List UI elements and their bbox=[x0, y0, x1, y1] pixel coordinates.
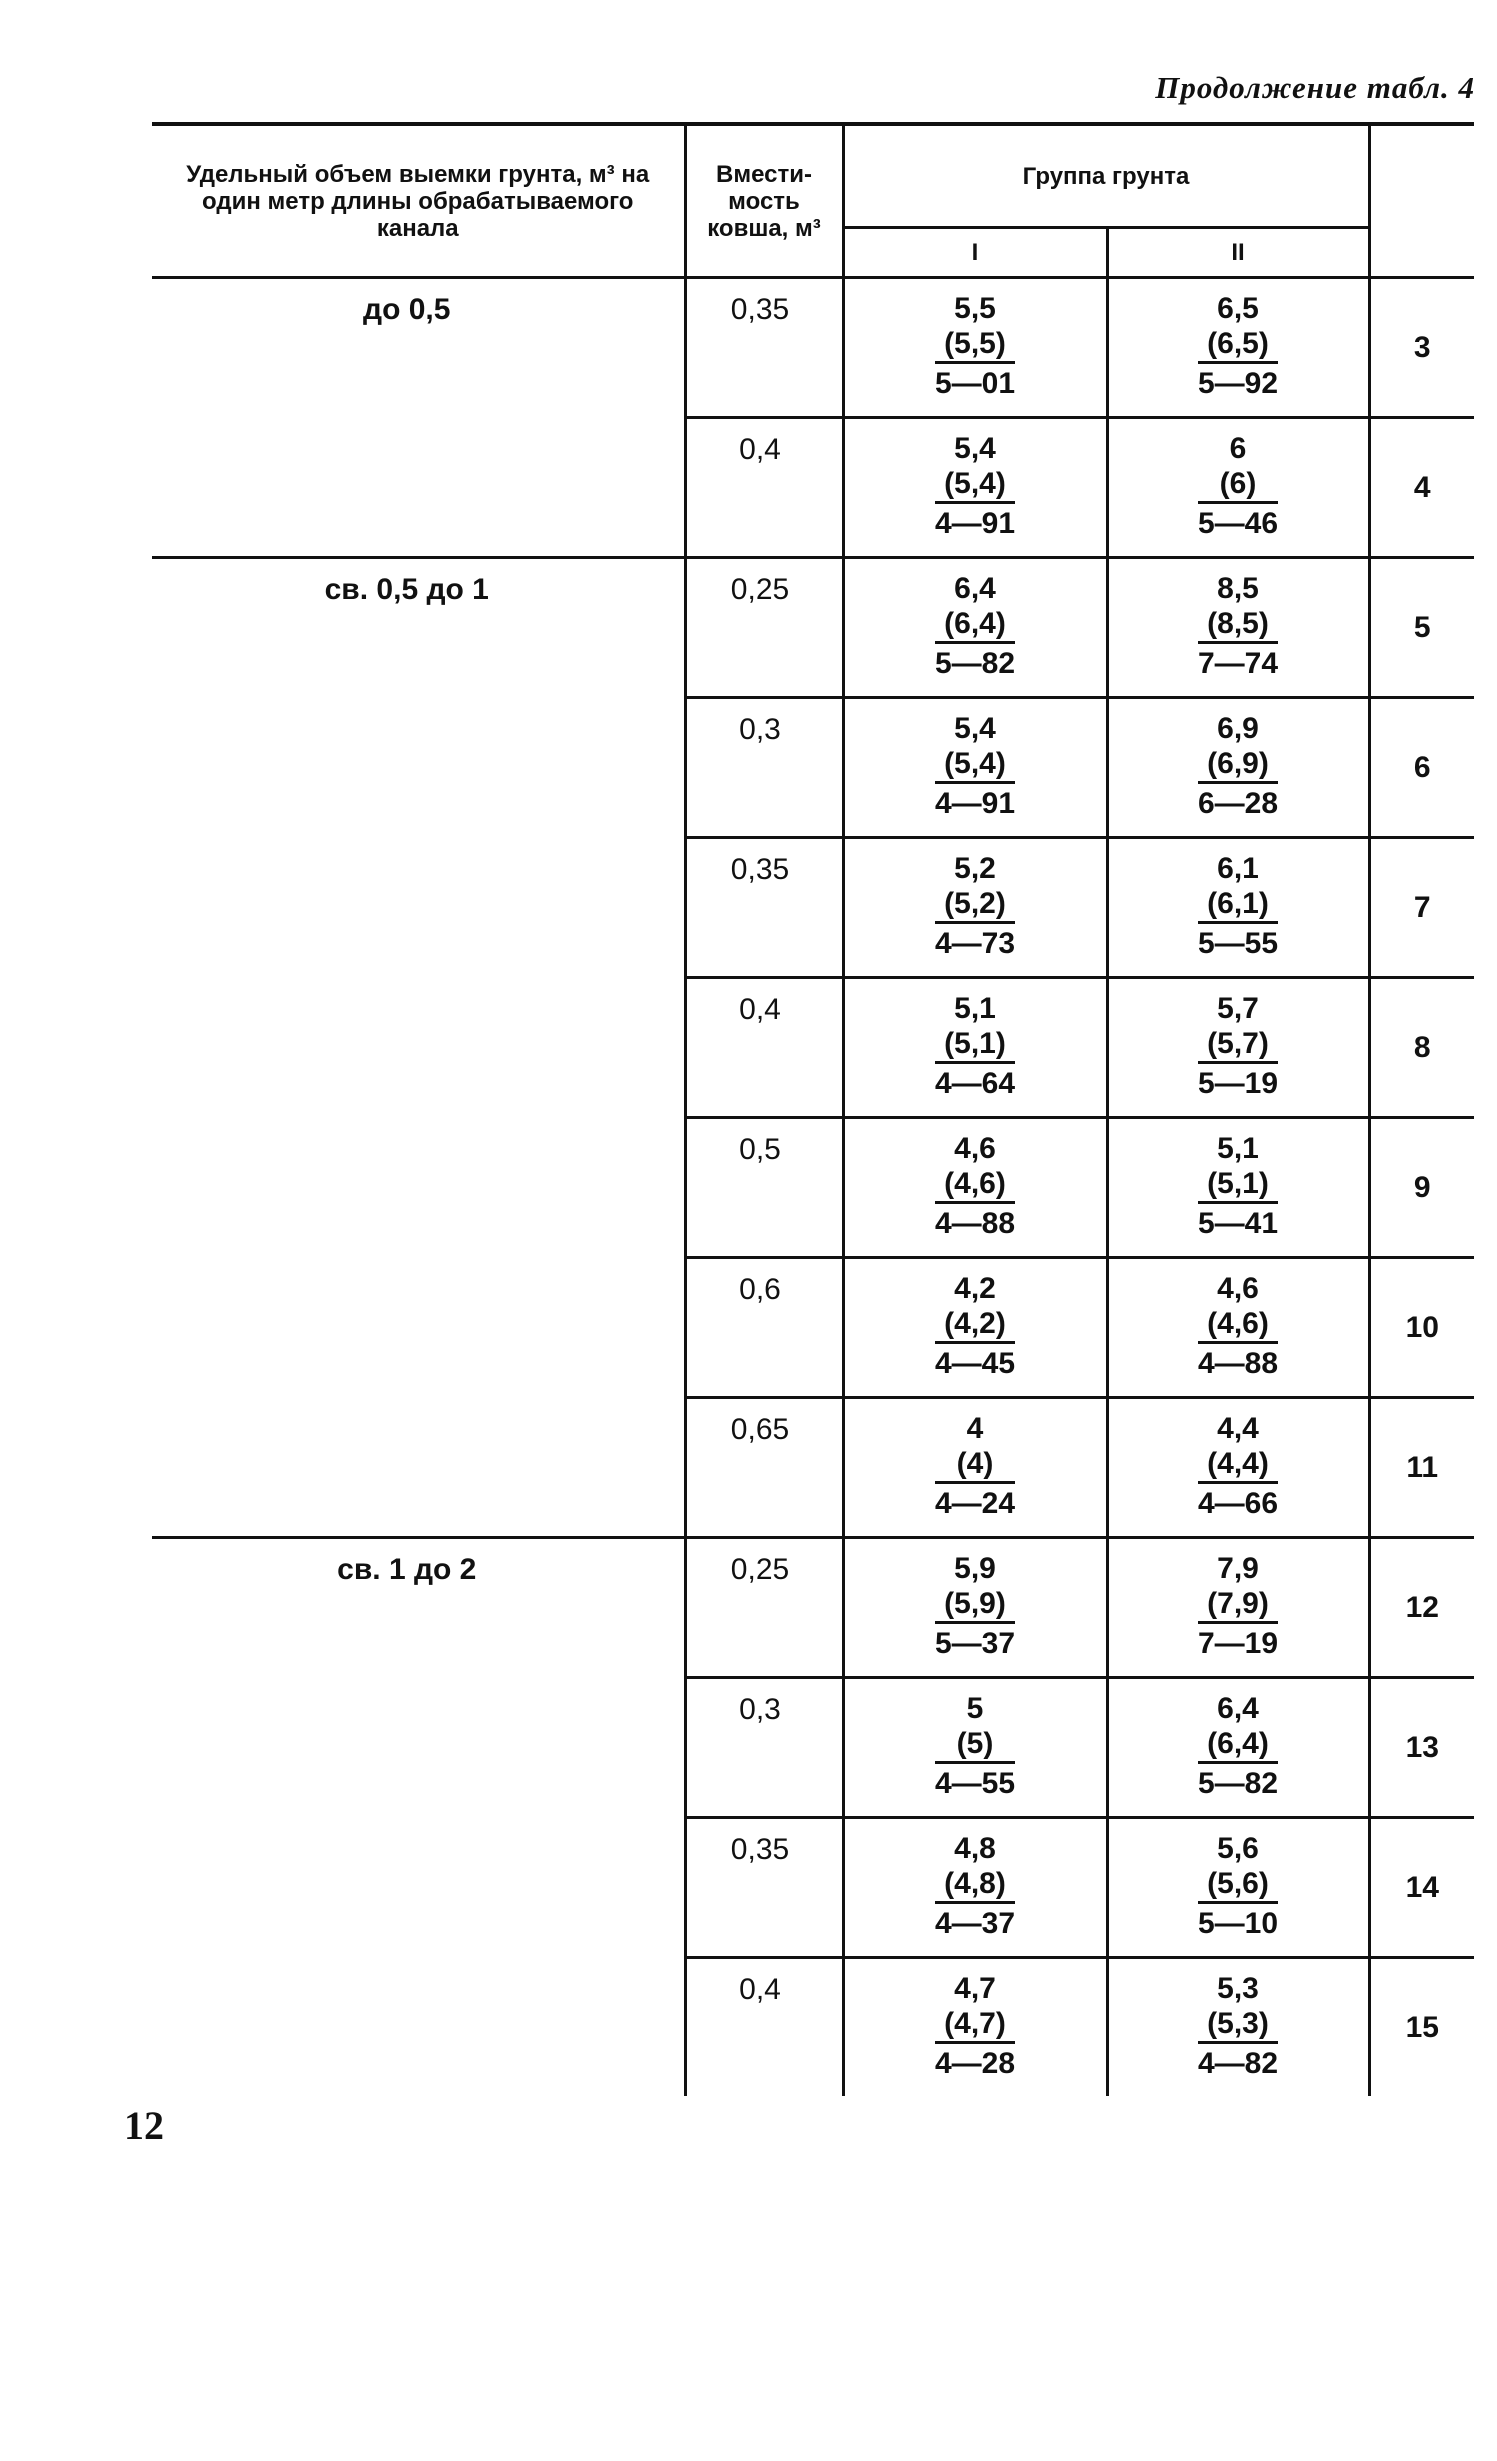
norm-price: 7—19 bbox=[1197, 1627, 1279, 1660]
norm-time: 5 bbox=[966, 1692, 984, 1725]
group-ii-cell bbox=[1107, 1258, 1369, 1398]
norm-price: 5—01 bbox=[934, 367, 1016, 400]
norm-fraction bbox=[1198, 711, 1278, 822]
norm-time: 6,4 bbox=[954, 572, 996, 605]
norm-time-paren: (4,4) bbox=[1198, 1446, 1278, 1484]
norm-fraction bbox=[1198, 1831, 1278, 1942]
row-number-cell bbox=[1369, 1678, 1474, 1818]
group-ii-cell bbox=[1107, 418, 1369, 558]
capacity-value: 0,25 bbox=[730, 1553, 790, 1586]
norm-price: 7—74 bbox=[1197, 647, 1279, 680]
norm-time: 5,7 bbox=[1217, 992, 1259, 1025]
group-ii-cell bbox=[1107, 838, 1369, 978]
norm-time: 5,2 bbox=[954, 852, 996, 885]
norm-price: 5—82 bbox=[934, 647, 1016, 680]
capacity-cell bbox=[685, 278, 843, 418]
group-i-cell bbox=[843, 1538, 1107, 1678]
row-number: 7 bbox=[1413, 891, 1431, 924]
group-ii-cell bbox=[1107, 558, 1369, 698]
table-row bbox=[152, 278, 1474, 418]
norm-time-paren: (5,6) bbox=[1198, 1866, 1278, 1904]
row-number-cell bbox=[1369, 1258, 1474, 1398]
capacity-value: 0,35 bbox=[730, 853, 790, 886]
norm-fraction bbox=[935, 1271, 1015, 1382]
norm-time-paren: (4,6) bbox=[935, 1166, 1015, 1204]
norm-fraction bbox=[1198, 1971, 1278, 2082]
capacity-value: 0,3 bbox=[739, 713, 781, 746]
norm-price: 4—37 bbox=[934, 1907, 1016, 1940]
row-number-cell bbox=[1369, 838, 1474, 978]
norm-time-paren: (8,5) bbox=[1198, 606, 1278, 644]
norm-fraction bbox=[1198, 571, 1278, 682]
norm-fraction bbox=[935, 991, 1015, 1102]
norm-time-paren: (5,9) bbox=[935, 1586, 1015, 1624]
header-group: Группа грунта bbox=[843, 124, 1369, 228]
norm-time: 5,5 bbox=[954, 292, 996, 325]
norm-time-paren: (6,5) bbox=[1198, 326, 1278, 364]
group-ii-cell bbox=[1107, 978, 1369, 1118]
norm-time: 4,8 bbox=[954, 1832, 996, 1865]
capacity-value: 0,5 bbox=[739, 1133, 781, 1166]
capacity-value: 0,25 bbox=[730, 573, 790, 606]
capacity-cell bbox=[685, 1258, 843, 1398]
row-number: 10 bbox=[1405, 1311, 1439, 1344]
capacity-cell bbox=[685, 1818, 843, 1958]
norm-time-paren: (6,9) bbox=[1198, 746, 1278, 784]
capacity-value: 0,6 bbox=[739, 1273, 781, 1306]
norm-time: 4,4 bbox=[1217, 1412, 1259, 1445]
norm-fraction bbox=[935, 291, 1015, 402]
norm-time-paren: (6,4) bbox=[935, 606, 1015, 644]
row-number: 9 bbox=[1413, 1171, 1431, 1204]
capacity-value: 0,35 bbox=[730, 293, 790, 326]
table-row bbox=[152, 558, 1474, 698]
norm-time: 4,6 bbox=[1217, 1272, 1259, 1305]
capacity-cell bbox=[685, 558, 843, 698]
norm-price: 5—55 bbox=[1197, 927, 1279, 960]
header-group-i: I bbox=[843, 228, 1107, 278]
norm-time: 5,1 bbox=[954, 992, 996, 1025]
norm-time: 6,4 bbox=[1217, 1692, 1259, 1725]
norm-fraction bbox=[1198, 431, 1278, 542]
table-header bbox=[152, 124, 1474, 278]
norm-time: 4 bbox=[966, 1412, 984, 1445]
norm-time-paren: (5,1) bbox=[935, 1026, 1015, 1064]
group-ii-cell bbox=[1107, 1538, 1369, 1678]
norm-fraction bbox=[1198, 1551, 1278, 1662]
norm-price: 4—91 bbox=[934, 787, 1016, 820]
norm-fraction bbox=[1198, 1411, 1278, 1522]
capacity-cell bbox=[685, 978, 843, 1118]
row-number: 3 bbox=[1413, 331, 1431, 364]
norm-time-paren: (5,7) bbox=[1198, 1026, 1278, 1064]
group-i-cell bbox=[843, 1958, 1107, 2097]
capacity-cell bbox=[685, 418, 843, 558]
norm-time: 5,3 bbox=[1217, 1972, 1259, 2005]
norm-price: 4—82 bbox=[1197, 2047, 1279, 2080]
header-volume: Удельный объем выемки грунта, м³ на один метр длины обрабатываемого канала bbox=[152, 124, 685, 278]
norm-price: 4—24 bbox=[934, 1487, 1016, 1520]
group-i-cell bbox=[843, 1398, 1107, 1538]
norm-time: 4,2 bbox=[954, 1272, 996, 1305]
norm-time: 4,6 bbox=[954, 1132, 996, 1165]
row-number-cell bbox=[1369, 698, 1474, 838]
norm-time-paren: (6) bbox=[1198, 466, 1278, 504]
header-capacity: Вмести-мость ковша, м³ bbox=[685, 124, 843, 278]
norm-time-paren: (5,3) bbox=[1198, 2006, 1278, 2044]
norm-price: 4—66 bbox=[1197, 1487, 1279, 1520]
row-number-cell bbox=[1369, 1118, 1474, 1258]
section-label-cell bbox=[152, 1538, 685, 2097]
norm-time: 5,1 bbox=[1217, 1132, 1259, 1165]
section-label-cell bbox=[152, 558, 685, 1538]
norm-price: 4—91 bbox=[934, 507, 1016, 540]
capacity-value: 0,35 bbox=[730, 1833, 790, 1866]
norm-price: 5—82 bbox=[1197, 1767, 1279, 1800]
norm-time-paren: (5,5) bbox=[935, 326, 1015, 364]
row-number-cell bbox=[1369, 1538, 1474, 1678]
capacity-value: 0,4 bbox=[739, 993, 781, 1026]
norm-time-paren: (5,4) bbox=[935, 466, 1015, 504]
group-ii-cell bbox=[1107, 698, 1369, 838]
norm-price: 6—28 bbox=[1197, 787, 1279, 820]
group-i-cell bbox=[843, 1258, 1107, 1398]
norm-time: 7,9 bbox=[1217, 1552, 1259, 1585]
norm-time-paren: (7,9) bbox=[1198, 1586, 1278, 1624]
capacity-value: 0,4 bbox=[739, 1973, 781, 2006]
group-ii-cell bbox=[1107, 278, 1369, 418]
norm-time: 6,9 bbox=[1217, 712, 1259, 745]
norm-time-paren: (5,2) bbox=[935, 886, 1015, 924]
norm-time-paren: (4,8) bbox=[935, 1866, 1015, 1904]
row-number: 15 bbox=[1405, 2011, 1439, 2044]
group-i-cell bbox=[843, 978, 1107, 1118]
norm-price: 5—41 bbox=[1197, 1207, 1279, 1240]
section-label: св. 0,5 до 1 bbox=[324, 573, 489, 606]
capacity-value: 0,4 bbox=[739, 433, 781, 466]
norm-fraction bbox=[935, 1131, 1015, 1242]
excavation-norms-table bbox=[152, 122, 1474, 2096]
norm-time-paren: (4,6) bbox=[1198, 1306, 1278, 1344]
row-number: 8 bbox=[1413, 1031, 1431, 1064]
section-label-cell bbox=[152, 278, 685, 558]
capacity-cell bbox=[685, 698, 843, 838]
norm-fraction bbox=[935, 711, 1015, 822]
norm-time: 4,7 bbox=[954, 1972, 996, 2005]
norm-fraction bbox=[935, 851, 1015, 962]
row-number: 14 bbox=[1405, 1871, 1439, 1904]
header-group-ii: II bbox=[1107, 228, 1369, 278]
norm-time: 6,1 bbox=[1217, 852, 1259, 885]
norm-price: 5—46 bbox=[1197, 507, 1279, 540]
group-i-cell bbox=[843, 1818, 1107, 1958]
norm-fraction bbox=[935, 1831, 1015, 1942]
row-number: 6 bbox=[1413, 751, 1431, 784]
norm-fraction bbox=[935, 1691, 1015, 1802]
row-number-cell bbox=[1369, 1398, 1474, 1538]
group-i-cell bbox=[843, 558, 1107, 698]
norm-time: 6 bbox=[1229, 432, 1247, 465]
norm-price: 5—19 bbox=[1197, 1067, 1279, 1100]
row-number: 12 bbox=[1405, 1591, 1439, 1624]
capacity-cell bbox=[685, 1118, 843, 1258]
section-label: св. 1 до 2 bbox=[337, 1553, 477, 1586]
row-number-cell bbox=[1369, 1958, 1474, 2097]
row-number: 11 bbox=[1406, 1451, 1439, 1484]
section-label: до 0,5 bbox=[363, 293, 451, 326]
norm-fraction bbox=[935, 1551, 1015, 1662]
norm-time: 5,4 bbox=[954, 712, 996, 745]
norm-time-paren: (6,1) bbox=[1198, 886, 1278, 924]
row-number: 13 bbox=[1405, 1731, 1439, 1764]
group-ii-cell bbox=[1107, 1818, 1369, 1958]
group-i-cell bbox=[843, 1118, 1107, 1258]
norm-price: 5—10 bbox=[1197, 1907, 1279, 1940]
norm-price: 4—88 bbox=[934, 1207, 1016, 1240]
norm-price: 4—73 bbox=[934, 927, 1016, 960]
norm-price: 4—45 bbox=[934, 1347, 1016, 1380]
norm-fraction bbox=[1198, 291, 1278, 402]
norm-fraction bbox=[935, 1971, 1015, 2082]
norm-time-paren: (4,2) bbox=[935, 1306, 1015, 1344]
capacity-cell bbox=[685, 1958, 843, 2097]
capacity-cell bbox=[685, 1538, 843, 1678]
row-number-cell bbox=[1369, 978, 1474, 1118]
group-ii-cell bbox=[1107, 1958, 1369, 2097]
table-caption: Продолжение табл. 4 bbox=[1155, 70, 1475, 105]
norm-time-paren: (5,1) bbox=[1198, 1166, 1278, 1204]
row-number-cell bbox=[1369, 418, 1474, 558]
capacity-cell bbox=[685, 1678, 843, 1818]
norm-price: 4—64 bbox=[934, 1067, 1016, 1100]
group-i-cell bbox=[843, 838, 1107, 978]
header-row-number bbox=[1369, 124, 1474, 278]
group-i-cell bbox=[843, 278, 1107, 418]
capacity-cell bbox=[685, 838, 843, 978]
group-i-cell bbox=[843, 1678, 1107, 1818]
row-number: 5 bbox=[1413, 611, 1431, 644]
capacity-value: 0,65 bbox=[730, 1413, 790, 1446]
row-number: 4 bbox=[1413, 471, 1431, 504]
norm-price: 5—37 bbox=[934, 1627, 1016, 1660]
norm-time-paren: (5) bbox=[935, 1726, 1015, 1764]
norm-fraction bbox=[1198, 1271, 1278, 1382]
norm-time-paren: (4) bbox=[935, 1446, 1015, 1484]
norm-time: 5,4 bbox=[954, 432, 996, 465]
norm-fraction bbox=[1198, 1131, 1278, 1242]
norm-price: 4—55 bbox=[934, 1767, 1016, 1800]
norm-fraction bbox=[935, 431, 1015, 542]
norm-time-paren: (4,7) bbox=[935, 2006, 1015, 2044]
norm-time: 5,6 bbox=[1217, 1832, 1259, 1865]
norm-fraction bbox=[1198, 991, 1278, 1102]
norm-time: 8,5 bbox=[1217, 572, 1259, 605]
norm-fraction bbox=[1198, 1691, 1278, 1802]
row-number-cell bbox=[1369, 278, 1474, 418]
row-number-cell bbox=[1369, 558, 1474, 698]
group-ii-cell bbox=[1107, 1398, 1369, 1538]
group-i-cell bbox=[843, 418, 1107, 558]
group-i-cell bbox=[843, 698, 1107, 838]
group-ii-cell bbox=[1107, 1678, 1369, 1818]
norm-time: 5,9 bbox=[954, 1552, 996, 1585]
table-row bbox=[152, 1538, 1474, 1678]
capacity-value: 0,3 bbox=[739, 1693, 781, 1726]
page-number: 12 bbox=[124, 2103, 164, 2148]
capacity-cell bbox=[685, 1398, 843, 1538]
norm-fraction bbox=[935, 571, 1015, 682]
table-body bbox=[152, 278, 1474, 2097]
group-ii-cell bbox=[1107, 1118, 1369, 1258]
norm-time-paren: (6,4) bbox=[1198, 1726, 1278, 1764]
norm-fraction bbox=[1198, 851, 1278, 962]
norm-fraction bbox=[935, 1411, 1015, 1522]
row-number-cell bbox=[1369, 1818, 1474, 1958]
norm-price: 4—88 bbox=[1197, 1347, 1279, 1380]
norm-time: 6,5 bbox=[1217, 292, 1259, 325]
norm-price: 5—92 bbox=[1197, 367, 1279, 400]
norm-price: 4—28 bbox=[934, 2047, 1016, 2080]
norm-time-paren: (5,4) bbox=[935, 746, 1015, 784]
